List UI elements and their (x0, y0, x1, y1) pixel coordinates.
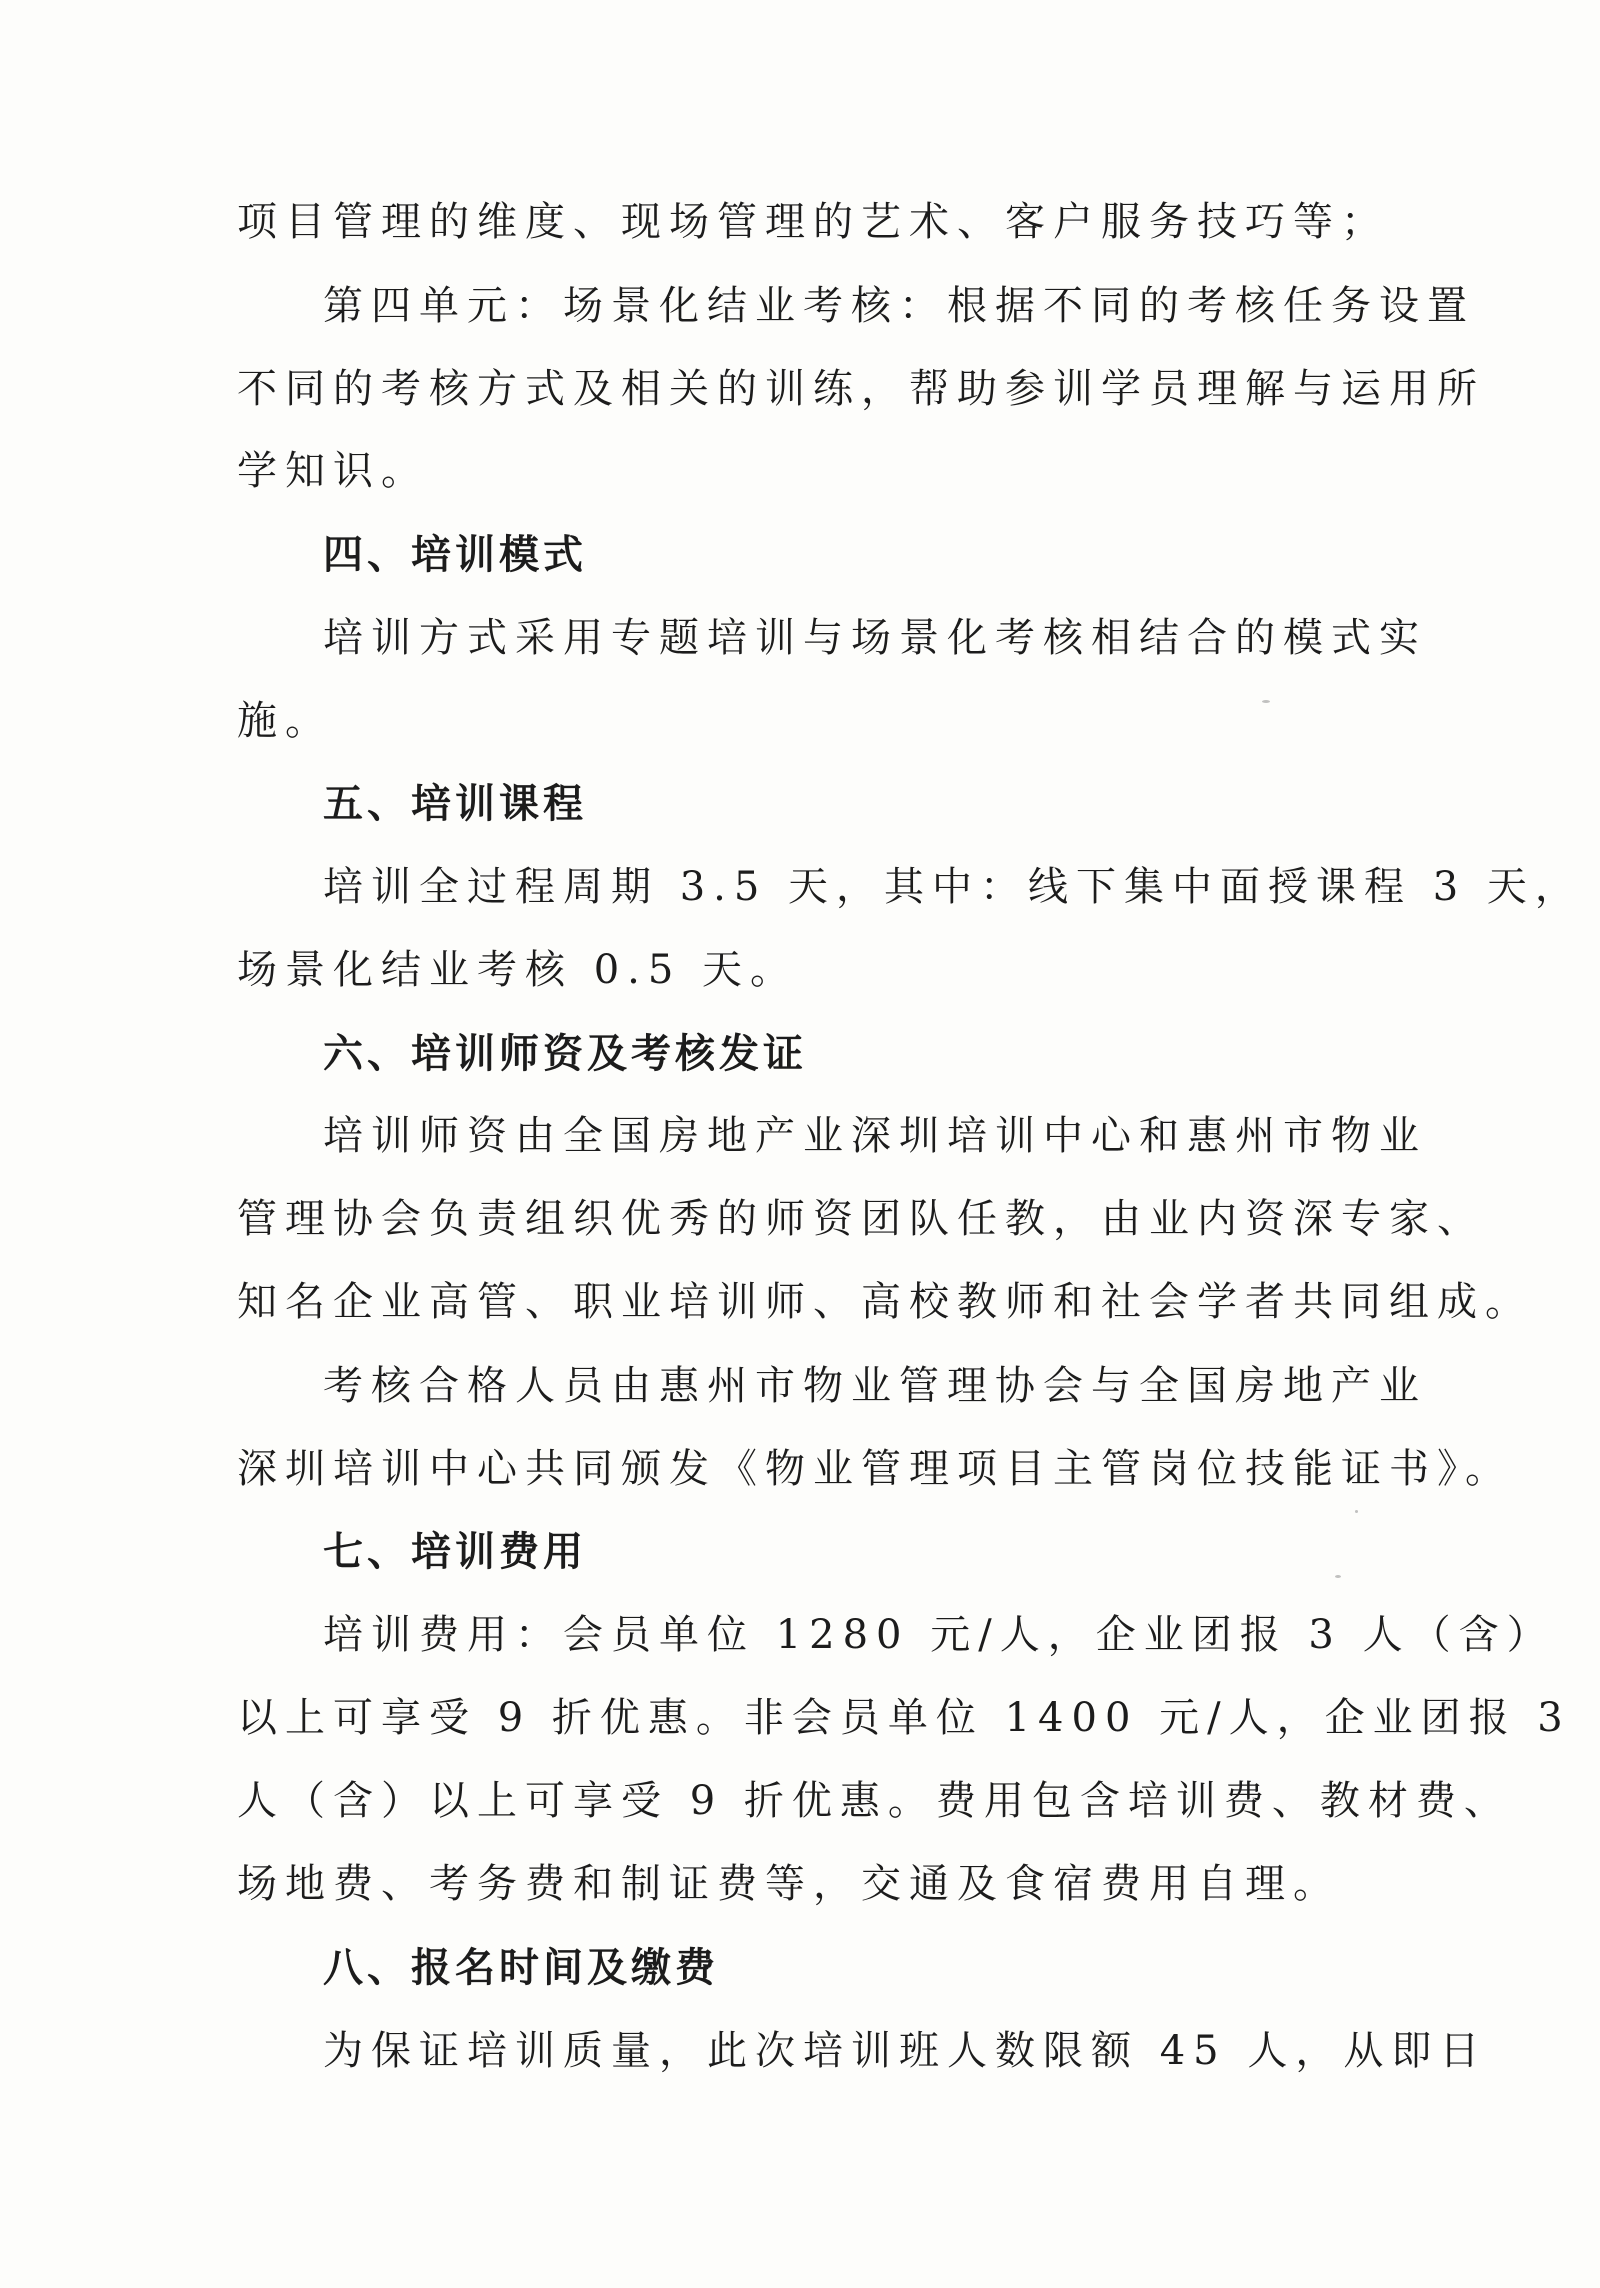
body-line: 管理协会负责组织优秀的师资团队任教，由业内资深专家、 (237, 1196, 1485, 1242)
teachers-paragraph: 培训师资由全国房地产业深圳培训中心和惠州市物业 (323, 1113, 1427, 1159)
body-line: 施。 (237, 698, 333, 744)
scan-speck (1335, 1575, 1341, 1578)
section-heading-training-fees: 七、培训费用 (323, 1529, 587, 1575)
body-line: 知名企业高管、职业培训师、高校教师和社会学者共同组成。 (237, 1279, 1533, 1325)
section-heading-training-course: 五、培训课程 (323, 781, 587, 827)
certification-paragraph: 考核合格人员由惠州市物业管理协会与全国房地产业 (323, 1363, 1427, 1409)
body-line: 场地费、考务费和制证费等，交通及食宿费用自理。 (237, 1861, 1341, 1907)
section-heading-training-mode: 四、培训模式 (323, 532, 587, 578)
section-heading-teachers-certification: 六、培训师资及考核发证 (323, 1031, 807, 1077)
body-line: 不同的考核方式及相关的训练，帮助参训学员理解与运用所 (237, 366, 1485, 412)
registration-paragraph: 为保证培训质量，此次培训班人数限额 45 人，从即日 (323, 2028, 1488, 2074)
scan-speck (1355, 1510, 1358, 1513)
body-line: 以上可享受 9 折优惠。非会员单位 1400 元/人，企业团报 3 (237, 1695, 1571, 1741)
body-line: 人（含）以上可享受 9 折优惠。费用包含培训费、教材费、 (237, 1778, 1512, 1824)
body-line: 场景化结业考核 0.5 天。 (237, 947, 799, 993)
training-mode-paragraph: 培训方式采用专题培训与场景化考核相结合的模式实 (323, 615, 1427, 661)
body-line: 深圳培训中心共同颁发《物业管理项目主管岗位技能证书》。 (237, 1446, 1513, 1492)
unit-four-paragraph: 第四单元：场景化结业考核：根据不同的考核任务设置 (323, 283, 1475, 329)
scan-speck (1262, 700, 1270, 703)
training-course-paragraph: 培训全过程周期 3.5 天，其中：线下集中面授课程 3 天， (323, 864, 1583, 910)
body-line: 学知识。 (237, 448, 429, 494)
fees-paragraph: 培训费用：会员单位 1280 元/人，企业团报 3 人（含） (323, 1612, 1555, 1658)
section-heading-registration-payment: 八、报名时间及缴费 (323, 1945, 719, 1991)
body-line: 项目管理的维度、现场管理的艺术、客户服务技巧等； (237, 199, 1389, 245)
